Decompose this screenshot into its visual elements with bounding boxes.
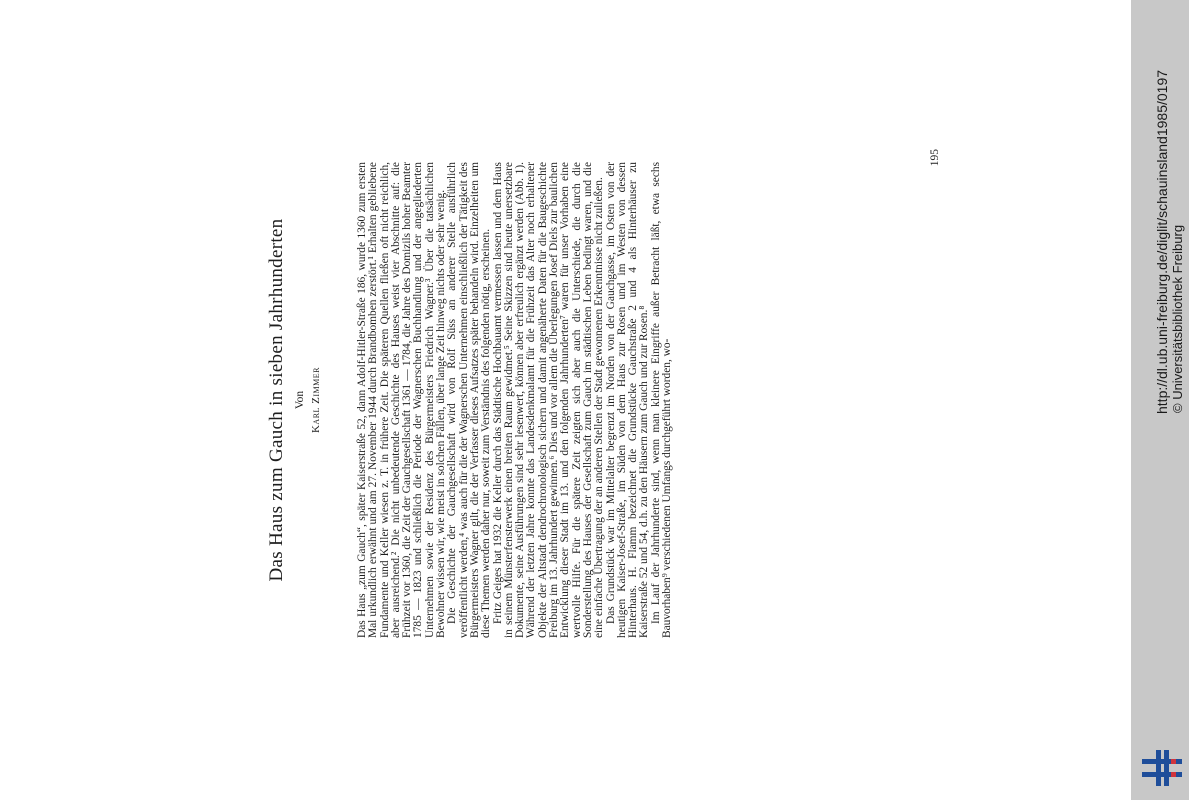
logo-bar [1171,759,1176,764]
paragraph: Die Geschichte der Gauchgesellschaft wird von Rolf Süss an anderer Stelle ausführlich veröffentlicht werden,⁴ was auch für die der Wagnerschen Unternehmen einschließlich der Tätigkeit des Bürgermeisters Wagner gilt, die der Verfasser dieses Aufsatzes später behandeln wird. Einzelheiten um diese Themen werden daher nur, soweit zum Verständnis des folgenden nötig, erscheinen. [446,162,493,638]
page-number: 195 [929,149,941,167]
author-name: Karl Zimmer [310,366,322,434]
logo-bar [1171,772,1176,777]
paragraph: Fritz Geiges hat 1932 die Keller durch das Städtische Hochbauamt vermessen lassen und dem Haus in seinem Münsterfensterwerk einen breiten Raum gewidmet.⁵ Seine Skizzen sind heute unersetzbare Dokumente, seine Ausführungen sind sehr lesenwert, können aber erfreulich ergänzt werden (Abb. 1). Während der letzten Jahre konnte das Landesdenkmalamt für die Frühzeit das Alter noch erhaltener Objekte der Altstadt dendrochronologisch sichern und damit angenäherte Daten für die Baugeschichte Freiburg im 13. Jahrhundert gewinnen.⁶ Dies und vor allem die Überlegungen Josef Diels zur baulichen Entwicklung dieser Stadt im 13. und den folgenden Jahrhunderten⁷ waren für unser Vorhaben eine wertvolle Hilfe. Für die spätere Zeit zeigten sich aber auch die Unterschiede, die durch die Sonderstellung des Hauses der Gesellschaft zum Gauch im städtischen Leben bedingt waren, und die eine einfache Übertragung der an anderen Stellen der Stadt gewonnenen Erkenntnisse nicht zuließen. [491,162,606,638]
byline-von: Von [294,390,306,410]
logo-bar [1156,750,1161,786]
article-body [357,162,673,638]
copyright-notice: © Universitätsbibliothek Freiburg [1170,224,1185,413]
paragraph: Im Lauf der Jahrhunderte sind, wenn man kleinere Eingriffe außer Betracht läßt, etwa sechs Bauvorhaben⁹ verschiedenen Umfangs durchgeführt worden, wo- [649,162,674,638]
paragraph: Das Grundstück war im Mittelalter begrenzt im Norden von der Gauchgasse, im Osten von der heutigen Kaiser-Josef-Straße, im Süden von dem Haus zur Rosen und im Westen von dessen Hinterhaus. H. Flamm bezeichnet die Grundstücke Gauchstraße 2 und 4 als Hinterhäuser zu Kaiserstraße 52 und 54, d.h. zu den Häusern zum Gauch und zur Rosen.⁸ [604,162,651,638]
article-title: Das Haus zum Gauch in sieben Jahrhunderten [266,218,287,582]
permalink-url[interactable]: http://dl.ub.uni-freiburg.de/diglit/schauinsland1985/0197 [1154,69,1170,414]
ub-freiburg-logo-icon [1141,748,1183,788]
logo-bar [1164,750,1169,786]
paragraph: Das Haus „zum Gauch“, später Kaiserstraße 52, dann Adolf-Hitler-Straße 186, wurde 1360 zum ersten Mal urkundlich erwähnt und am 27. November 1944 durch Brandbomben zerstört.¹ Erhalten gebliebene Fundamente und Keller wiesen z. T. in frühere Zeit. Die späteren Quellen fließen oft nicht reichlich, aber ausreichend.² Die nicht unbedeutende Geschichte des Hauses weist vier Abschnitte auf: die Frühzeit vor 1360, die Zeit der Gauchgesellschaft 1361 — 1784, die Jahre des Domizils hoher Beamter 1785 — 1823 und schließlich die Periode der Wagnerschen Buchhandlung und der angegliederten Unternehmen sowie der Residenz des Bürgermeisters Friedrich Wagner.³ Über die tatsächlichen Bewohner wissen wir, wie meist in solchen Fällen, über lange Zeit hinweg nichts oder sehr wenig. [356,162,448,638]
